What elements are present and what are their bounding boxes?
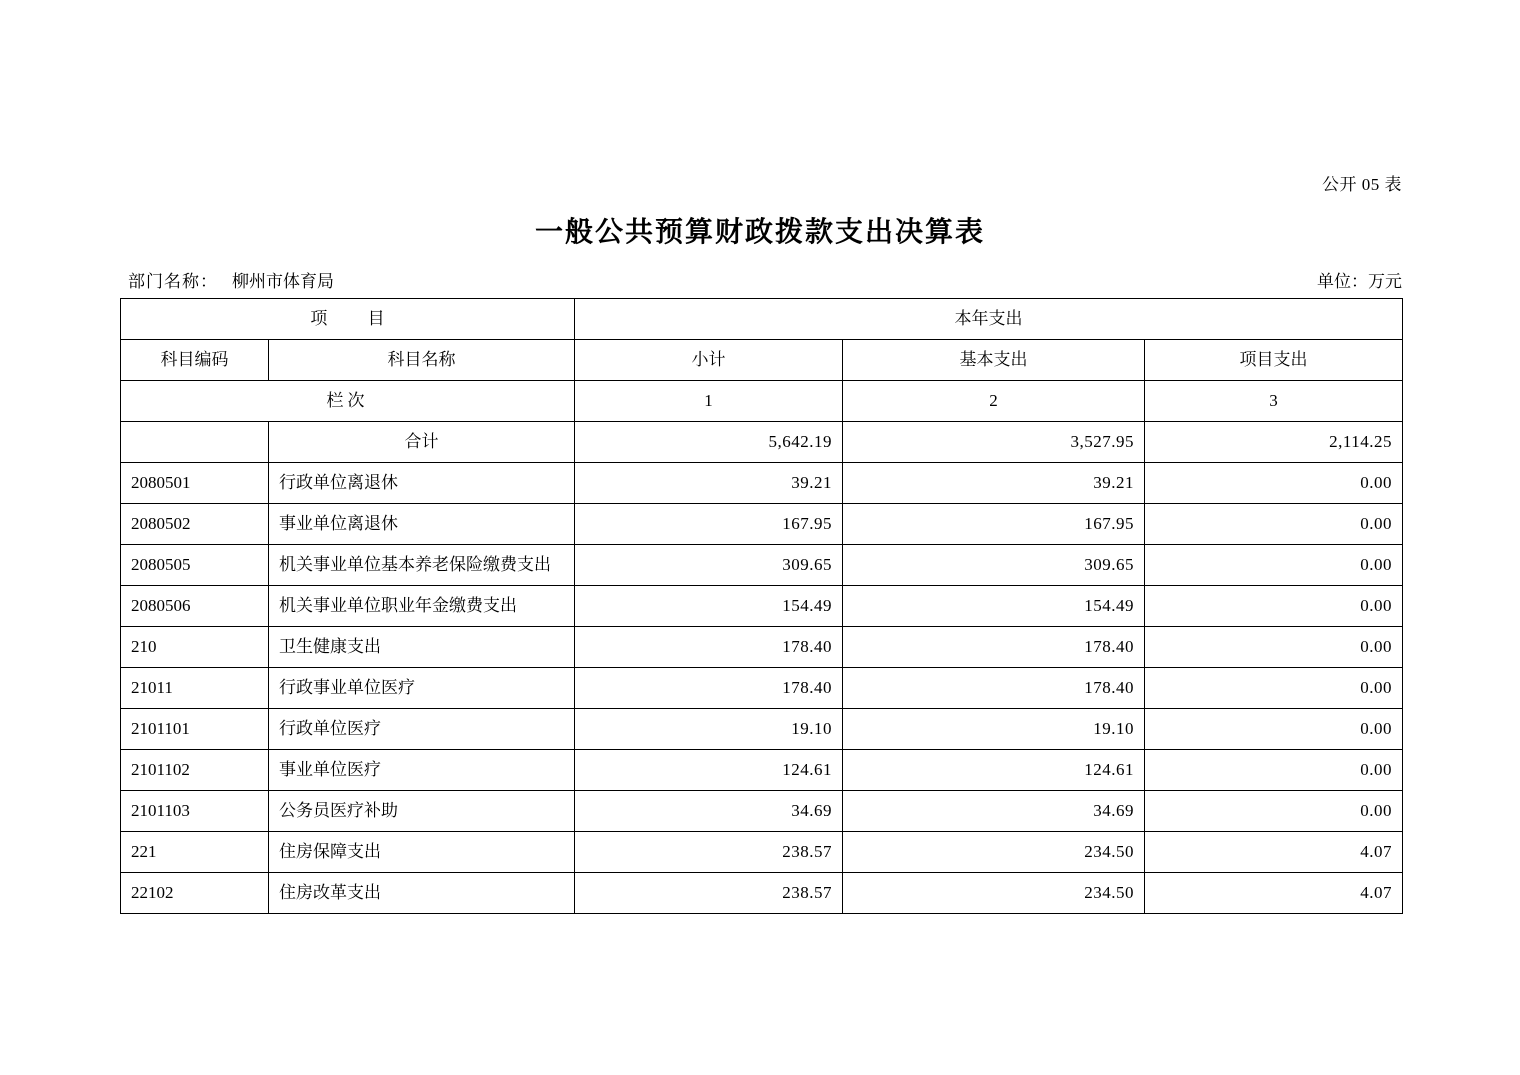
row-basic: 34.69 [843, 791, 1145, 832]
row-basic: 234.50 [843, 832, 1145, 873]
row-subtotal: 178.40 [575, 668, 843, 709]
row-project: 0.00 [1145, 709, 1403, 750]
row-basic: 19.10 [843, 709, 1145, 750]
row-name: 合计 [269, 422, 575, 463]
row-subtotal: 238.57 [575, 832, 843, 873]
row-project: 4.07 [1145, 873, 1403, 914]
table-column-index-row [121, 381, 1403, 422]
row-basic: 309.65 [843, 545, 1145, 586]
row-code: 22102 [121, 873, 269, 914]
row-name: 事业单位离退休 [269, 504, 575, 545]
row-name: 机关事业单位基本养老保险缴费支出 [269, 545, 575, 586]
table-row [121, 586, 1403, 627]
row-code: 2101101 [121, 709, 269, 750]
row-code: 221 [121, 832, 269, 873]
column-index-3: 3 [1145, 381, 1403, 422]
table-row [121, 504, 1403, 545]
row-subtotal: 19.10 [575, 709, 843, 750]
row-project: 2,114.25 [1145, 422, 1403, 463]
table-row-total [121, 422, 1403, 463]
row-project: 0.00 [1145, 791, 1403, 832]
row-code [121, 422, 269, 463]
row-project: 0.00 [1145, 545, 1403, 586]
row-name: 住房改革支出 [269, 873, 575, 914]
row-code: 2080501 [121, 463, 269, 504]
department-value: 柳州市体育局 [232, 272, 334, 291]
document-meta [120, 267, 1402, 291]
row-basic: 3,527.95 [843, 422, 1145, 463]
row-code: 2080502 [121, 504, 269, 545]
page-title: 一般公共预算财政拨款支出决算表 [534, 216, 985, 247]
row-name: 行政单位医疗 [269, 709, 575, 750]
column-header-project: 项目支出 [1145, 340, 1403, 381]
row-project: 4.07 [1145, 832, 1403, 873]
table-row [121, 832, 1403, 873]
table-row [121, 709, 1403, 750]
column-header-basic: 基本支出 [843, 340, 1145, 381]
table-row [121, 627, 1403, 668]
row-basic: 234.50 [843, 873, 1145, 914]
table-row [121, 545, 1403, 586]
row-basic: 39.21 [843, 463, 1145, 504]
row-basic: 154.49 [843, 586, 1145, 627]
column-index-label [121, 381, 575, 422]
row-subtotal: 178.40 [575, 627, 843, 668]
row-subtotal: 124.61 [575, 750, 843, 791]
table-row [121, 668, 1403, 709]
row-name: 住房保障支出 [269, 832, 575, 873]
row-subtotal: 154.49 [575, 586, 843, 627]
column-index-1: 1 [575, 381, 843, 422]
row-project: 0.00 [1145, 586, 1403, 627]
row-basic: 178.40 [843, 668, 1145, 709]
unit-label: 单位：万元 [1317, 272, 1402, 291]
row-code: 2101103 [121, 791, 269, 832]
row-code: 21011 [121, 668, 269, 709]
column-header-name: 科目名称 [269, 340, 575, 381]
row-code: 2080506 [121, 586, 269, 627]
row-subtotal: 5,642.19 [575, 422, 843, 463]
row-name: 行政事业单位医疗 [269, 668, 575, 709]
table-row [121, 750, 1403, 791]
row-code: 210 [121, 627, 269, 668]
department-info [128, 267, 334, 292]
table-header-group-row [121, 299, 1403, 340]
row-basic: 124.61 [843, 750, 1145, 791]
row-project: 0.00 [1145, 463, 1403, 504]
row-subtotal: 34.69 [575, 791, 843, 832]
department-label: 部门名称： [128, 272, 218, 291]
row-subtotal: 167.95 [575, 504, 843, 545]
row-code: 2080505 [121, 545, 269, 586]
table-row [121, 873, 1403, 914]
row-name: 事业单位医疗 [269, 750, 575, 791]
table-row [121, 463, 1403, 504]
row-name: 机关事业单位职业年金缴费支出 [269, 586, 575, 627]
column-index-2: 2 [843, 381, 1145, 422]
row-name: 行政单位离退休 [269, 463, 575, 504]
column-header-subtotal: 小计 [575, 340, 843, 381]
row-subtotal: 39.21 [575, 463, 843, 504]
table-header-row [121, 340, 1403, 381]
form-code-label: 公开 05 表 [1322, 175, 1402, 194]
column-index-label-text: 栏次 [326, 390, 369, 410]
row-name: 卫生健康支出 [269, 627, 575, 668]
header-group-expenditure: 本年支出 [575, 299, 1403, 340]
row-basic: 178.40 [843, 627, 1145, 668]
budget-table [120, 298, 1403, 914]
row-subtotal: 238.57 [575, 873, 843, 914]
table-row [121, 791, 1403, 832]
header-group-project-label: 项 目 [310, 308, 403, 328]
row-name: 公务员医疗补助 [269, 791, 575, 832]
row-project: 0.00 [1145, 668, 1403, 709]
row-project: 0.00 [1145, 504, 1403, 545]
column-header-code: 科目编码 [121, 340, 269, 381]
row-code: 2101102 [121, 750, 269, 791]
row-project: 0.00 [1145, 627, 1403, 668]
row-project: 0.00 [1145, 750, 1403, 791]
row-subtotal: 309.65 [575, 545, 843, 586]
header-group-project [121, 299, 575, 340]
row-basic: 167.95 [843, 504, 1145, 545]
